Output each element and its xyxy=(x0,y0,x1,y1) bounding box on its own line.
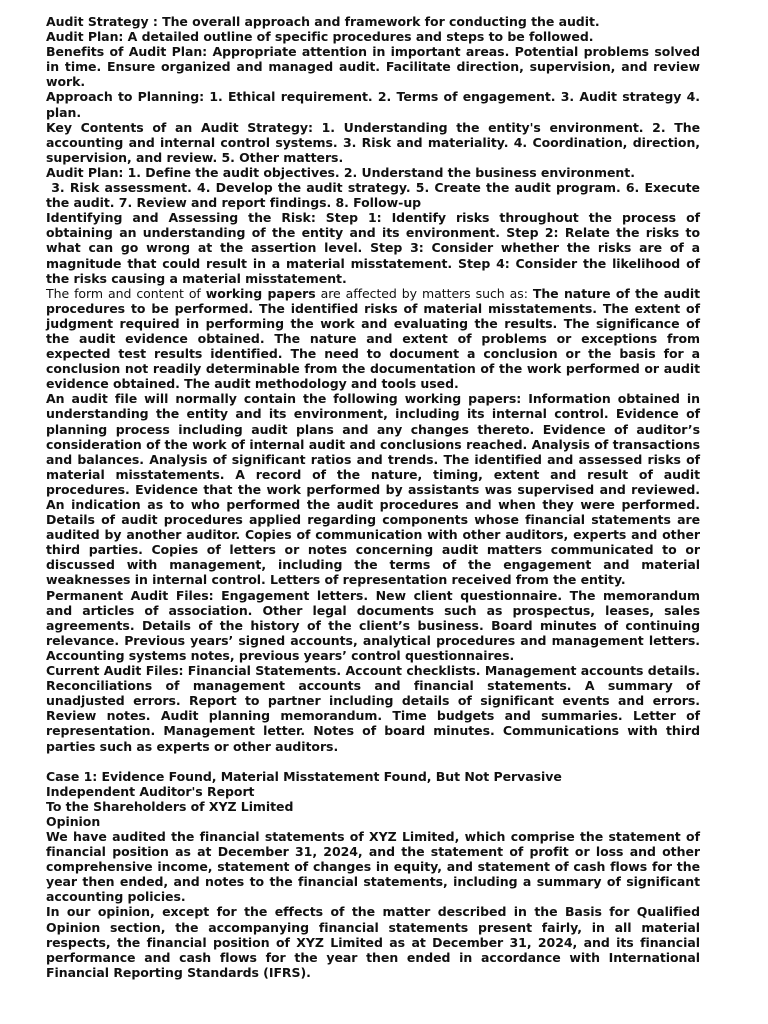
paragraph-gap xyxy=(46,754,700,769)
report-title: Independent Auditor's Report xyxy=(46,783,255,799)
opinion-heading: Opinion xyxy=(46,813,101,829)
opinion-paragraph-2: In our opinion, except for the effects of the matter described in the Basis for Qualified Opinion section, the accompanying financial statements present fairly, in all material respects, the financial position of XYZ Limited as at December 31, 2024, and its financial performance and cash flows for the year then ended in accordance with International Financial Reporting Standards (IFRS). xyxy=(46,904,700,980)
current-audit-files: Current Audit Files: Financial Statements. Account checklists. Management accounts details. Reconciliations of management accounts and financial statements. A summary of unadjusted errors. Report to partner including details of significant events and errors. Review notes. Audit planning memorandum. Time budgets and summaries. Letter of representation. Management letter. Notes of board minutes. Communications with third parties such as experts or other auditors. xyxy=(46,663,700,754)
key-contents-audit-strategy: Key Contents of an Audit Strategy: 1. Understanding the entity's environment. 2. The accounting and internal control systems. 3. Risk and materiality. 4. Coordination, direction, supervision, and review. 5. Other matters. xyxy=(46,119,700,165)
case-1-heading: Case 1: Evidence Found, Material Misstatement Found, But Not Pervasive xyxy=(46,768,562,784)
working-papers-paragraph xyxy=(46,286,700,392)
permanent-audit-files: Permanent Audit Files: Engagement letters. New client questionnaire. The memorandum and articles of association. Other legal documents such as prospectus, leases, sales agreements. Details of the history of the client’s business. Board minutes of continuing relevance. Previous years’ signed accounts, analytical procedures and management letters. Accounting systems notes, previous years’ control questionnaires. xyxy=(46,587,700,663)
working-papers-term: working papers xyxy=(205,285,316,301)
audit-file-contents: An audit file will normally contain the following working papers: Information obtained in understanding the entity and its environment, including its internal control. Evidence of planning process including audit plans and any changes thereto. Evidence of auditor’s consideration of the work of internal audit and conclusions reached. Analysis of transactions and balances. Analysis of significant ratios and trends. The identified and assessed risks of material misstatements. A record of the nature, timing, extent and result of audit procedures. Evidence that the work performed by assistants was supervised and reviewed. An indication as to who performed the audit procedures and when they were performed. Details of audit procedures applied regarding components whose financial statements are audited by another auditor. Copies of communication with other auditors, experts and other third parties. Copies of letters or notes concerning audit matters communicated to or discussed with management, including the terms of the engagement and material weaknesses in internal control. Letters of representation received from the entity. xyxy=(46,391,700,588)
document-page xyxy=(46,14,705,980)
opinion-paragraph-1: We have audited the financial statements of XYZ Limited, which comprise the statement of financial position as at December 31, 2024, and the statement of profit or loss and other comprehensive income, statement of changes in equity, and statement of cash flows for the year then ended, and notes to the financial statements, including a summary of significant accounting policies. xyxy=(46,828,700,905)
audit-strategy-definition: Audit Strategy : The overall approach and framework for conducting the audit. xyxy=(46,14,600,29)
audit-plan-definition: Audit Plan: A detailed outline of specific procedures and steps to be followed. xyxy=(46,29,594,45)
working-papers-intro: The form and content of xyxy=(46,285,206,301)
working-papers-matters: The nature of the audit procedures to be performed. The identified risks of material misstatements. The extent of judgment required in performing the work and evaluating the results. The significance of the audit evidence obtained. The nature and extent of problems or exceptions from expected test results identified. The need to document a conclusion or the basis for a conclusion not readily determinable from the documentation of the work performed or audit evidence obtained. The audit methodology and tools used. xyxy=(46,285,700,392)
benefits-of-audit-plan: Benefits of Audit Plan: Appropriate attention in important areas. Potential problems solved in time. Ensure organized and managed audit. Facilitate direction, supervision, and review work. xyxy=(46,44,700,90)
approach-to-planning: Approach to Planning: 1. Ethical requirement. 2. Terms of engagement. 3. Audit strategy 4. plan. xyxy=(46,89,700,120)
audit-plan-steps-1: Audit Plan: 1. Define the audit objectives. 2. Understand the business environment. xyxy=(46,164,635,180)
audit-plan-steps-2: 3. Risk assessment. 4. Develop the audit strategy. 5. Create the audit program. 6. Execute the audit. 7. Review and report findings. 8. Follow-up xyxy=(46,180,705,211)
identifying-assessing-risk: Identifying and Assessing the Risk: Step 1: Identify risks throughout the process of obtaining an understanding of the entity and its environment. Step 2: Relate the risks to what can go wrong at the assertion level. Step 3: Consider whether the risks are of a magnitude that could result in a material misstatement. Step 4: Consider the likelihood of the risks causing a material misstatement. xyxy=(46,210,700,286)
working-papers-intro-tail: are affected by matters such as: xyxy=(315,285,533,301)
report-addressee: To the Shareholders of XYZ Limited xyxy=(46,798,294,814)
